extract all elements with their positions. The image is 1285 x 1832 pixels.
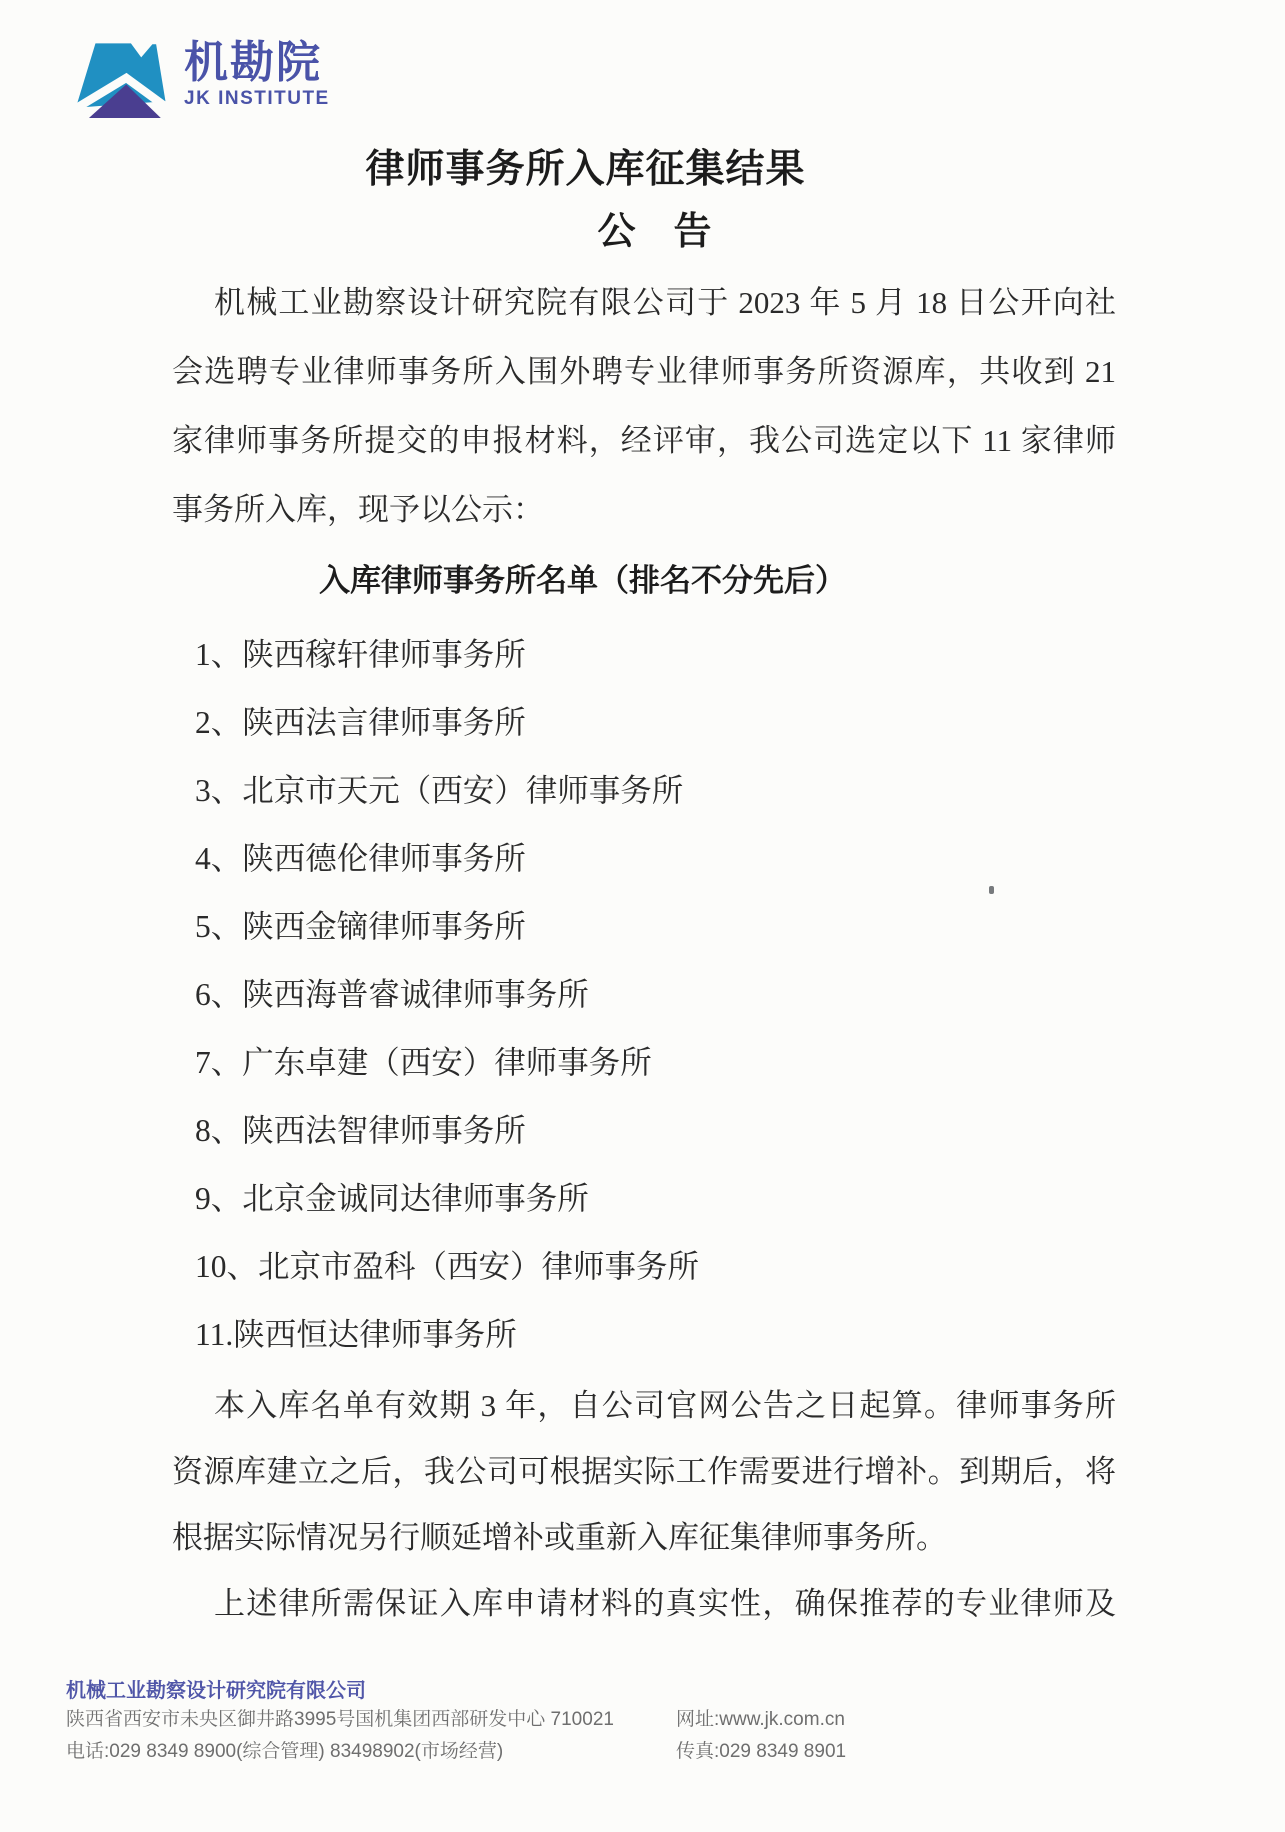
firm-list-item: 5、陕西金镝律师事务所 [195,909,526,944]
footer-address: 陕西省西安市未央区御井路3995号国机集团西部研发中心 710021 [66,1709,614,1730]
footer-phone: 电话:029 8349 8900(综合管理) 83498902(市场经营) [66,1741,504,1762]
firm-list-item: 10、北京市盈科（西安）律师事务所 [195,1249,700,1284]
footer-company-name: 机械工业勘察设计研究院有限公司 [66,1680,366,1702]
intro-line: 会选聘专业律师事务所入围外聘专业律师事务所资源库，共收到 21 [172,354,1116,389]
intro-line: 家律师事务所提交的申报材料，经评审，我公司选定以下 11 家律师 [172,423,1116,458]
intro-paragraph [172,268,1116,544]
company-logo [60,34,330,118]
logo-english-name: JK INSTITUTE [184,88,330,110]
firm-list-item: 1、陕西稼轩律师事务所 [195,637,526,672]
mountain-logo-icon [60,34,172,118]
footer-website: 网址:www.jk.com.cn [676,1709,845,1730]
firm-list-heading: 入库律师事务所名单（排名不分先后） [319,563,846,598]
closing-line: 资源库建立之后，我公司可根据实际工作需要进行增补。到期后，将 [172,1454,1116,1489]
closing-paragraphs [172,1373,1116,1637]
firm-list-item: 11.陕西恒达律师事务所 [195,1317,517,1352]
firm-list-item: 4、陕西德伦律师事务所 [195,841,526,876]
document-subtitle: 公 告 [597,211,712,253]
firm-list-item: 7、广东卓建（西安）律师事务所 [195,1045,652,1080]
logo-text-block [184,40,330,110]
firm-list-item: 8、陕西法智律师事务所 [195,1113,526,1148]
closing-line: 上述律所需保证入库申请材料的真实性，确保推荐的专业律师及 [214,1586,1116,1621]
firm-list-item: 2、陕西法言律师事务所 [195,705,526,740]
firm-list-item: 6、陕西海普睿诚律师事务所 [195,977,589,1012]
firm-list-item: 3、北京市天元（西安）律师事务所 [195,773,684,808]
document-title: 律师事务所入库征集结果 [365,148,806,191]
logo-chinese-name: 机勘院 [184,38,322,87]
footer-fax: 传真:029 8349 8901 [676,1741,847,1762]
closing-line: 本入库名单有效期 3 年，自公司官网公告之日起算。律师事务所 [214,1388,1116,1423]
closing-line: 根据实际情况另行顺延增补或重新入库征集律师事务所。 [172,1520,947,1555]
firm-list [195,621,1095,1369]
firm-list-item: 9、北京金诚同达律师事务所 [195,1181,589,1216]
scan-artifact-dot [989,886,994,894]
intro-line: 机械工业勘察设计研究院有限公司于 2023 年 5 月 18 日公开向社 [214,285,1116,320]
intro-line: 事务所入库，现予以公示： [172,492,544,527]
